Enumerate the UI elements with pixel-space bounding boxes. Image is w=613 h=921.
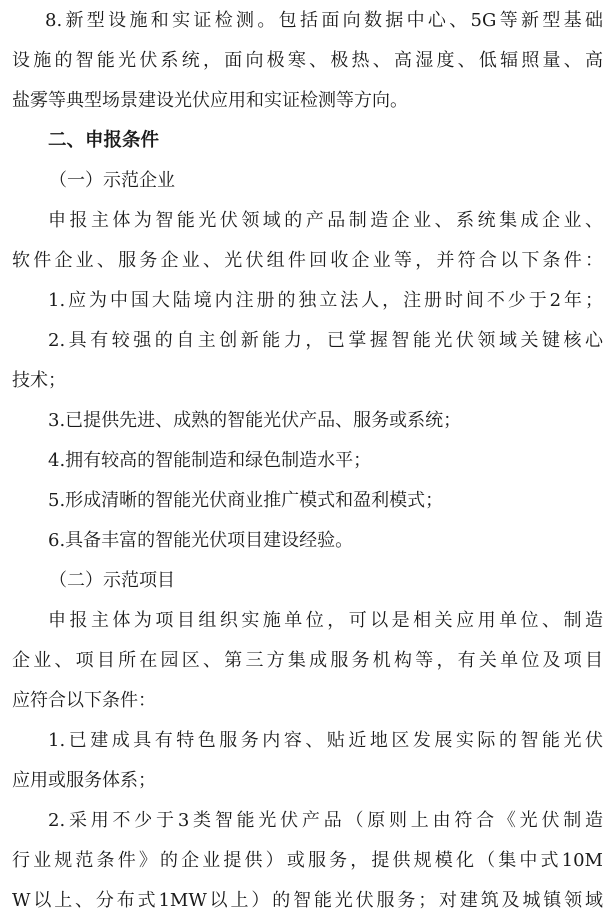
- list-item: 5.形成清晰的智能光伏商业推广模式和盈利模式；: [48, 490, 444, 511]
- list-item: 2.具有较强的自主创新能力，已掌握智能光伏领域关键核心: [48, 330, 603, 351]
- paragraph-line: 盐雾等典型场景建设光伏应用和实证检测等方向。: [12, 90, 408, 111]
- paragraph-line: 设施的智能光伏系统，面向极寒、极热、高湿度、低辐照量、高: [12, 50, 603, 71]
- list-item: 1.应为中国大陆境内注册的独立法人，注册时间不少于2年；: [48, 290, 603, 311]
- list-item: 3.已提供先进、成熟的智能光伏产品、服务或系统；: [48, 410, 462, 431]
- paragraph-line: 申报主体为智能光伏领域的产品制造企业、系统集成企业、: [48, 210, 603, 231]
- list-item: 2.采用不少于3类智能光伏产品（原则上由符合《光伏制造: [48, 810, 603, 831]
- list-item: 1.已建成具有特色服务内容、贴近地区发展实际的智能光伏: [48, 730, 603, 751]
- list-item-continuation: 行业规范条件》的企业提供）或服务，提供规模化（集中式10M: [12, 850, 603, 871]
- list-item: 6.具备丰富的智能光伏项目建设经验。: [48, 530, 354, 551]
- paragraph-line: 8.新型设施和实证检测。包括面向数据中心、5G等新型基础: [45, 10, 603, 31]
- paragraph-line: 软件企业、服务企业、光伏组件回收企业等，并符合以下条件：: [12, 250, 603, 271]
- section-heading: 二、申报条件: [48, 130, 160, 151]
- list-item-continuation: 技术；: [12, 370, 66, 391]
- subsection-heading: （一）示范企业: [49, 170, 175, 191]
- paragraph-line: 企业、项目所在园区、第三方集成服务机构等，有关单位及项目: [12, 650, 603, 671]
- paragraph-line: 应符合以下条件：: [12, 690, 156, 711]
- subsection-heading: （二）示范项目: [49, 570, 175, 591]
- list-item: 4.拥有较高的智能制造和绿色制造水平；: [48, 450, 372, 471]
- list-item-continuation: 应用或服务体系；: [12, 770, 156, 791]
- paragraph-line: 申报主体为项目组织实施单位，可以是相关应用单位、制造: [48, 610, 603, 631]
- list-item-continuation: W以上、分布式1MW以上）的智能光伏服务；对建筑及城镇领域: [12, 890, 603, 911]
